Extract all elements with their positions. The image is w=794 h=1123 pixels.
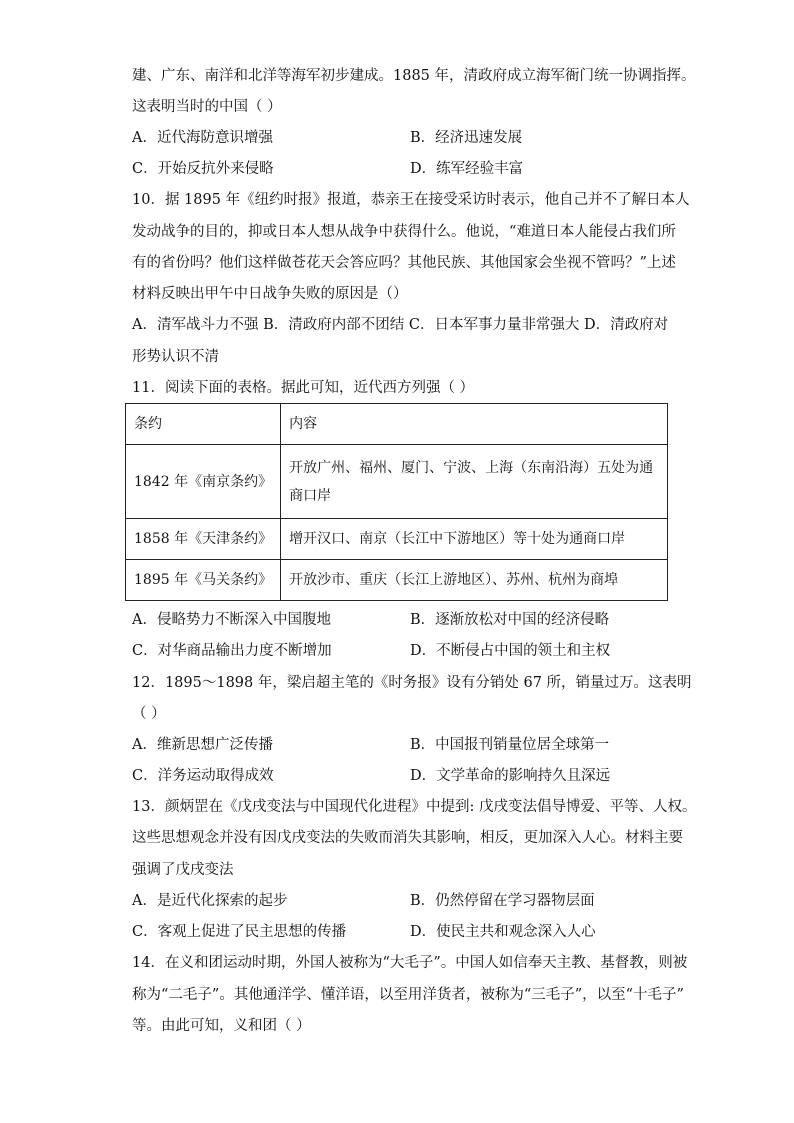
table-row (126, 560, 668, 601)
table-header-row (126, 404, 668, 445)
q11-option-b: B．逐渐放松对中国的经济侵略 (410, 612, 610, 628)
q13-option-c: C．客观上促进了民主思想的传播 (132, 924, 347, 940)
table-row (126, 445, 668, 519)
table-row (126, 519, 668, 560)
q10-options-line-2: 形势认识不清 (132, 349, 219, 365)
q13-option-b: B．仍然停留在学习器物层面 (410, 893, 595, 909)
q12-option-c: C．洋务运动取得成效 (132, 768, 274, 784)
table-cell-treaty: 1858 年《天津条约》 (126, 519, 281, 560)
q9-option-d: D．练军经验丰富 (410, 161, 524, 177)
q10-stem-line-1: 10．据 1895 年《纽约时报》报道，恭亲王在接受采访时表示，他自己并不了解日本人 (132, 192, 690, 208)
q10-stem-line-2: 发动战争的目的，抑或日本人想从战争中获得什么。他说，“难道日本人能侵占我们所 (132, 224, 676, 240)
q12-option-a: A．维新思想广泛传播 (132, 737, 273, 753)
q12-option-d: D．文学革命的影响持久且深远 (410, 768, 611, 784)
q13-option-d: D．使民主共和观念深入人心 (410, 924, 596, 940)
q14-stem-line-1: 14．在义和团运动时期，外国人被称为“大毛子”。中国人如信奉天主教、基督教，则被 (132, 955, 688, 971)
q11-option-d: D．不断侵占中国的领土和主权 (410, 643, 611, 659)
table-cell-treaty: 1895 年《马关条约》 (126, 560, 281, 601)
q11-stem: 11．阅读下面的表格。据此可知，近代西方列强（ ） (132, 380, 475, 396)
q12-stem-line-1: 12．1895～1898 年，梁启超主笔的《时务报》设有分销处 67 所，销量过万。这表明 (132, 675, 692, 691)
q13-stem-line-3: 强调了戊戌变法 (132, 862, 234, 878)
q12-option-b: B．中国报刊销量位居全球第一 (410, 737, 610, 753)
q13-stem-line-1: 13．颜炳罡在《戊戌变法与中国现代化进程》中提到: 戊戌变法倡导博爱、平等、人权。 (132, 799, 697, 815)
table-cell-treaty: 1842 年《南京条约》 (126, 445, 281, 519)
q11-option-a: A．侵略势力不断深入中国腹地 (132, 612, 331, 628)
table-cell-content: 开放广州、福州、厦门、宁波、上海（东南沿海）五处为通商口岸 (281, 445, 668, 519)
q13-option-a: A．是近代化探索的起步 (132, 893, 288, 909)
q12-stem-line-2: （ ） (132, 706, 166, 722)
q13-stem-line-2: 这些思想观念并没有因戊戌变法的失败而消失其影响，相反，更加深入人心。材料主要 (132, 830, 683, 846)
table-cell-content: 增开汉口、南京（长江中下游地区）等十处为通商口岸 (281, 519, 668, 560)
q9-stem-line-2: 这表明当时的中国（ ） (132, 99, 282, 115)
q10-options-line-1: A．清军战斗力不强 B．清政府内部不团结 C．日本军事力量非常强大 D．清政府对 (132, 317, 669, 333)
q10-stem-line-4: 材料反映出甲午中日战争失败的原因是（） (132, 286, 408, 302)
q10-stem-line-3: 有的省份吗？他们这样做苍花天会答应吗？其他民族、其他国家会坐视不管吗？”上述 (132, 255, 676, 271)
q9-option-b: B．经济迅速发展 (410, 130, 523, 146)
q11-option-c: C．对华商品输出力度不断增加 (132, 643, 332, 659)
q9-option-a: A．近代海防意识增强 (132, 130, 273, 146)
q14-stem-line-2: 称为“二毛子”。其他通洋学、懂洋语，以至用洋货者，被称为“三毛子”，以至“十毛子” (132, 987, 684, 1003)
table-header-treaty: 条约 (126, 404, 281, 445)
table-header-content: 内容 (281, 404, 668, 445)
q9-stem-line-1: 建、广东、南洋和北洋等海军初步建成。1885 年，清政府成立海军衙门统一协调指挥。 (132, 68, 696, 84)
treaty-table (125, 403, 668, 601)
q14-stem-line-3: 等。由此可知，义和团（ ） (132, 1018, 311, 1034)
table-cell-content: 开放沙市、重庆（长江上游地区）、苏州、杭州为商埠 (281, 560, 668, 601)
q9-option-c: C．开始反抗外来侵略 (132, 161, 274, 177)
